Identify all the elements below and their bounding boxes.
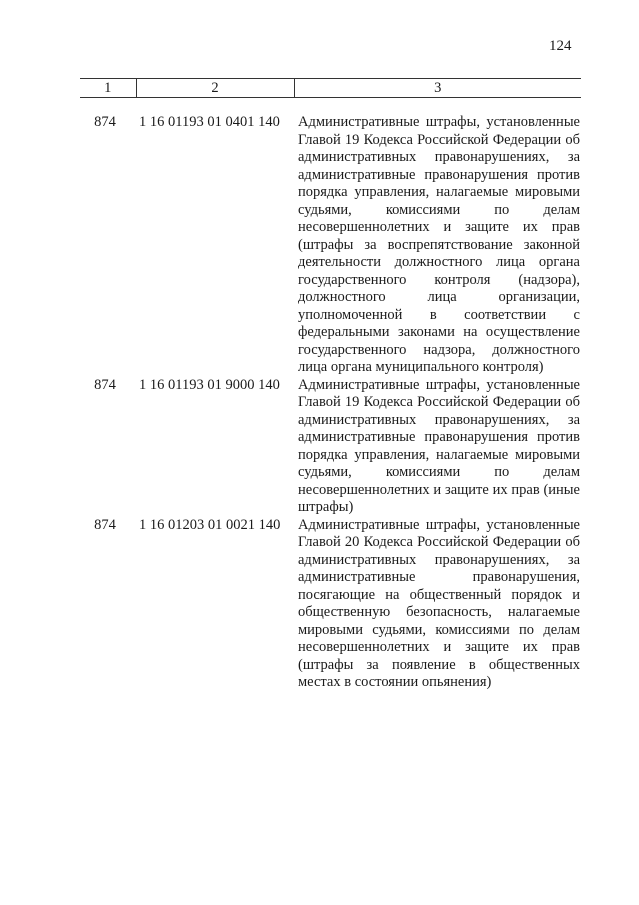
column-header-3: 3 <box>294 79 581 98</box>
kbk-code-cell: 1 16 01203 01 0021 140 <box>139 516 281 533</box>
column-header-1: 1 <box>80 79 136 98</box>
table-row <box>80 517 581 692</box>
page-number: 124 <box>549 38 572 54</box>
admin-code-cell: 874 <box>94 376 116 393</box>
table-header <box>80 79 581 98</box>
revenue-name-cell: Административные штрафы, установленные Главой 19 Кодекса Российской Федерации об административных правонарушениях, за административные правонарушения против порядка управления, налагаемые мировыми судьями, комиссиями по делам несовершеннолетних и защите их прав (штрафы за воспрепятствование законной деятельности должностного лица органа государственного контроля (надзора), должностного лица организации, уполномоченной в соответствии с федеральными законами на осуществление государственного надзора, должностного лица органа муниципального контроля) <box>298 114 580 375</box>
table-row <box>80 98 581 377</box>
table-body <box>80 98 581 692</box>
revenue-name-cell: Административные штрафы, установленные Главой 19 Кодекса Российской Федерации об административных правонарушениях, за административные правонарушения против порядка управления, налагаемые мировыми судьями, комиссиями по делам несовершеннолетних и защите их прав (иные штрафы) <box>298 376 580 515</box>
column-header-2: 2 <box>136 79 294 98</box>
kbk-code-cell: 1 16 01193 01 0401 140 <box>139 114 280 130</box>
admin-code-cell: 874 <box>94 114 116 130</box>
header-row <box>80 79 581 98</box>
table-row <box>80 377 581 517</box>
revenue-codes-table <box>80 78 581 692</box>
revenue-name-cell: Административные штрафы, установленные Главой 20 Кодекса Российской Федерации об административных правонарушениях, за административные правонарушения, посягающие на общественный порядок и общественную безопасность, налагаемые мировыми судьями, комиссиями по делам несовершеннолетних и защите их прав (штрафы за появление в общественных местах в состоянии опьянения) <box>298 516 580 690</box>
kbk-code-cell: 1 16 01193 01 9000 140 <box>139 376 280 393</box>
admin-code-cell: 874 <box>94 516 116 533</box>
